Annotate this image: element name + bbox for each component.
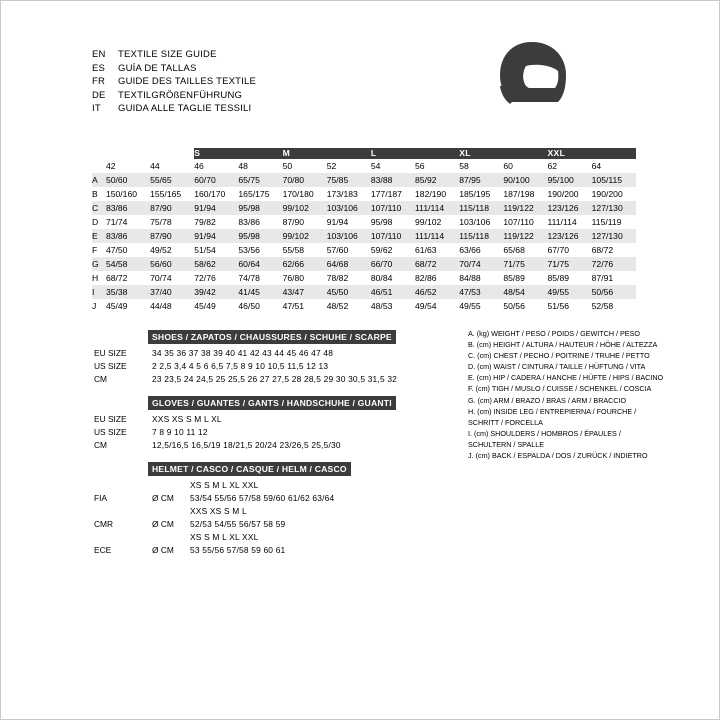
cell: 70/80 [282, 174, 305, 185]
cell: 53/56 [238, 244, 260, 255]
cell: 111/114 [415, 230, 445, 241]
cell: 95/98 [370, 216, 393, 227]
row-unit: Ø CM [152, 493, 174, 503]
cell: 67/70 [547, 244, 570, 255]
cell: 76/80 [282, 272, 305, 283]
cell: 41/45 [238, 286, 260, 297]
legend-line: I. (cm) SHOULDERS / HOMBROS / ÉPAULES / [468, 428, 621, 438]
cell: 70/74 [150, 272, 172, 283]
language-row [92, 48, 256, 62]
cell: 68/72 [105, 272, 128, 283]
cell: 165/175 [238, 188, 270, 199]
cell: 63/66 [459, 244, 481, 255]
language-code: ES [92, 62, 106, 74]
cell: 115/118 [459, 202, 489, 213]
table-row [92, 426, 462, 439]
row-key: F [92, 244, 98, 255]
row-values: 7 8 9 10 11 12 [152, 427, 208, 437]
table-row [92, 531, 462, 544]
cell: 68/72 [415, 258, 437, 269]
language-code: DE [92, 89, 106, 101]
cell: 58/62 [194, 258, 216, 269]
size-number: 60 [503, 160, 513, 171]
legend-line: H. (cm) INSIDE LEG / ENTREPIERNA / FOURCHE / [468, 406, 637, 416]
helmet-head-row: XS S M L XL XXL [190, 532, 259, 542]
language-row [92, 75, 256, 89]
legend-line: E. (cm) HIP / CADERA / HANCHE / HÜFTE / HIPS / BACINO [468, 373, 664, 383]
legend-line: G. (cm) ARM / BRAZO / BRAS / ARM / BRACCIO [468, 395, 627, 405]
size-number: 44 [150, 160, 160, 171]
language-code: EN [92, 49, 106, 60]
row-unit: Ø CM [152, 545, 174, 555]
row-key: B [92, 188, 98, 199]
cell: 99/102 [282, 202, 309, 213]
cell: 91/94 [194, 202, 216, 213]
legend-line: C. (cm) CHEST / PECHO / POITRINE / TRUHE / PETTO [468, 351, 650, 361]
cell: 87/91 [591, 272, 614, 283]
cell: 66/70 [370, 258, 393, 269]
row-values: 12,5/16,5 16,5/19 18/21,5 20/24 23/26,5 25,5/30 [152, 440, 341, 450]
cell: 54/58 [105, 258, 128, 269]
cell: 127/130 [591, 202, 623, 213]
gloves-section-title: GLOVES / GUANTES / GANTS / HANDSCHUHE / GUANTI [148, 396, 396, 410]
cell: 45/50 [326, 286, 349, 297]
cell: 55/58 [282, 244, 305, 255]
row-label: EU SIZE [94, 348, 127, 358]
cell: 60/64 [238, 258, 260, 269]
language-row [92, 102, 256, 116]
language-text: GUIDA ALLE TAGLIE TESSILI [118, 103, 252, 114]
table-row [92, 544, 462, 557]
cell: 72/76 [194, 272, 216, 283]
gloves-table [92, 413, 462, 452]
row-label: EU SIZE [94, 414, 127, 424]
helmet-head-row: XS S M L XL XXL [190, 480, 259, 490]
cell: 123/126 [547, 230, 579, 241]
row-unit: Ø CM [152, 519, 174, 529]
row-key: E [92, 230, 98, 241]
cell: 83/88 [370, 174, 393, 185]
cell: 50/56 [503, 300, 525, 311]
size-band-s: S [194, 148, 282, 159]
cell: 107/110 [503, 216, 534, 227]
table-row [92, 360, 462, 373]
size-number: 54 [370, 160, 381, 171]
cell: 90/100 [503, 174, 530, 185]
size-band-m: M [283, 148, 371, 159]
language-text: TEXTILE SIZE GUIDE [118, 49, 217, 60]
size-number: 48 [238, 160, 248, 171]
cell: 59/62 [370, 244, 393, 255]
cell: 64/68 [326, 258, 349, 269]
cell: 87/90 [150, 202, 172, 213]
cell: 99/102 [415, 216, 442, 227]
table-row [92, 187, 680, 201]
cell: 45/49 [105, 300, 128, 311]
cell: 47/51 [282, 300, 305, 311]
cell: 82/86 [415, 272, 437, 283]
row-label: US SIZE [94, 361, 127, 371]
legend-line: D. (cm) WAIST / CINTURA / TAILLE / HÜFTUNG / VITA [468, 362, 646, 372]
legend-line: SCHULTERN / SPALLE [468, 439, 545, 449]
cell: 127/130 [591, 230, 623, 241]
shoes-section-title: SHOES / ZAPATOS / CHAUSSURES / SCHUHE / SCARPE [148, 330, 396, 344]
table-row [92, 518, 462, 531]
cell: 47/53 [459, 286, 481, 297]
size-band-row [92, 148, 680, 159]
cell: 187/198 [503, 188, 535, 199]
cell: 75/85 [326, 174, 349, 185]
size-band-xxl: XXL [548, 148, 636, 159]
table-row [92, 257, 680, 271]
row-key: J [92, 300, 97, 311]
cell: 49/52 [150, 244, 172, 255]
row-values: 2 2,5 3,4 4 5 6 6,5 7,5 8 9 10 10,5 11,5 12 13 [152, 361, 329, 371]
cell: 119/122 [503, 230, 534, 241]
cell: 47/50 [105, 244, 128, 255]
size-number: 58 [459, 160, 469, 171]
table-row [92, 201, 680, 215]
row-values: 53/54 55/56 57/58 59/60 61/62 63/64 [190, 493, 335, 503]
cell: 91/94 [194, 230, 216, 241]
cell: 99/102 [282, 230, 309, 241]
row-key: H [92, 272, 99, 283]
cell: 160/170 [194, 188, 226, 199]
cell: 61/63 [415, 244, 437, 255]
cell: 56/60 [150, 258, 172, 269]
table-row [92, 505, 462, 518]
cell: 57/60 [326, 244, 349, 255]
cell: 60/70 [194, 174, 216, 185]
cell: 84/88 [459, 272, 481, 283]
size-number: 46 [194, 160, 204, 171]
cell: 95/98 [238, 230, 260, 241]
cell: 65/68 [503, 244, 525, 255]
helmet-section-title: HELMET / CASCO / CASQUE / HELM / CASCO [148, 462, 351, 476]
cell: 87/90 [282, 216, 305, 227]
cell: 80/84 [370, 272, 393, 283]
cell: 190/200 [591, 188, 623, 199]
cell: 50/60 [105, 174, 128, 185]
row-label: FIA [94, 493, 108, 503]
language-text: GUIDE DES TAILLES TEXTILE [118, 76, 257, 87]
table-row [92, 271, 680, 285]
cell: 39/42 [194, 286, 216, 297]
measurement-legend [462, 327, 692, 557]
row-values: 52/53 54/55 56/57 58 59 [190, 519, 286, 529]
cell: 35/38 [105, 286, 128, 297]
cell: 51/56 [547, 300, 570, 311]
cell: 87/95 [459, 174, 481, 185]
cell: 115/119 [591, 216, 622, 227]
cell: 48/53 [370, 300, 393, 311]
cell: 182/190 [415, 188, 447, 199]
size-number: 42 [105, 160, 116, 171]
cell: 173/183 [326, 188, 358, 199]
cell: 49/55 [547, 286, 570, 297]
cell: 85/92 [415, 174, 437, 185]
table-row [92, 299, 680, 313]
cell: 75/78 [150, 216, 172, 227]
table-row [92, 215, 680, 229]
row-label: ECE [94, 545, 112, 555]
cell: 150/160 [105, 188, 138, 199]
cell: 185/195 [459, 188, 491, 199]
table-row [92, 243, 680, 257]
legend-line: B. (cm) HEIGHT / ALTURA / HAUTEUR / HÖHE / ALTEZZA [468, 340, 658, 350]
cell: 95/100 [547, 174, 574, 185]
cell: 74/78 [238, 272, 260, 283]
cell: 68/72 [591, 244, 614, 255]
cell: 71/74 [105, 216, 128, 227]
table-row [92, 373, 462, 386]
cell: 49/55 [459, 300, 481, 311]
lower-section [92, 327, 692, 557]
cell: 83/86 [238, 216, 260, 227]
row-values: XXS XS S M L XL [152, 414, 222, 424]
cell: 79/82 [194, 216, 216, 227]
cell: 190/200 [547, 188, 579, 199]
cell: 111/114 [547, 216, 577, 227]
cell: 103/106 [326, 230, 358, 241]
row-label: CM [94, 440, 108, 450]
size-band-l: L [371, 148, 459, 159]
accessory-tables [92, 327, 462, 557]
language-text: GUÍA DE TALLAS [118, 62, 197, 74]
row-values: 23 23,5 24 24,5 25 25,5 26 27 27,5 28 28,5 29 30 30,5 31,5 32 [152, 374, 398, 384]
cell: 55/65 [150, 174, 172, 185]
row-key: C [92, 202, 99, 213]
row-key: I [92, 286, 95, 297]
row-key: G [92, 258, 99, 269]
cell: 91/94 [326, 216, 349, 227]
size-number-row [92, 159, 680, 173]
cell: 87/90 [150, 230, 172, 241]
cell: 78/82 [326, 272, 349, 283]
cell: 107/110 [370, 230, 402, 241]
cell: 105/115 [591, 174, 623, 185]
cell: 70/74 [459, 258, 481, 269]
cell: 119/122 [503, 202, 534, 213]
cell: 43/47 [282, 286, 305, 297]
table-row [92, 173, 680, 187]
cell: 37/40 [150, 286, 172, 297]
cell: 46/52 [415, 286, 437, 297]
cell: 62/66 [282, 258, 305, 269]
cell: 170/180 [282, 188, 314, 199]
cell: 48/54 [503, 286, 525, 297]
row-key: A [92, 174, 98, 185]
cell: 83/86 [105, 230, 128, 241]
cell: 65/75 [238, 174, 260, 185]
size-number: 62 [547, 160, 558, 171]
row-label: US SIZE [94, 427, 127, 437]
table-row [92, 439, 462, 452]
cell: 103/106 [459, 216, 491, 227]
table-row [92, 347, 462, 360]
textile-size-table [92, 148, 680, 313]
cell: 123/126 [547, 202, 579, 213]
table-row [92, 413, 462, 426]
cell: 46/50 [238, 300, 260, 311]
cell: 72/76 [591, 258, 614, 269]
cell: 45/49 [194, 300, 216, 311]
language-list [92, 48, 256, 116]
language-text: TEXTILGRÖßENFÜHRUNG [118, 89, 243, 101]
header [40, 38, 680, 134]
cell: 49/54 [415, 300, 437, 311]
cell: 48/52 [326, 300, 349, 311]
shoes-table [92, 347, 462, 386]
cell: 103/106 [326, 202, 358, 213]
cell: 85/89 [503, 272, 525, 283]
legend-line: J. (cm) BACK / ESPALDA / DOS / ZURÜCK / INDIETRO [468, 451, 648, 461]
row-key: D [92, 216, 99, 227]
cell: 51/54 [194, 244, 216, 255]
cell: 107/110 [370, 202, 402, 213]
helmet-icon [496, 40, 568, 106]
size-band-xl: XL [459, 148, 547, 159]
legend-line: A. (kg) WEIGHT / PESO / POIDS / GEWITCH / PESO [468, 329, 640, 338]
legend-line: F. (cm) TIGH / MUSLO / CUISSE / SCHENKEL / COSCIA [468, 384, 652, 394]
cell: 71/75 [547, 258, 570, 269]
table-row [92, 229, 680, 243]
size-number: 56 [415, 160, 425, 171]
cell: 44/48 [150, 300, 172, 311]
cell: 71/75 [503, 258, 525, 269]
row-values: 53 55/56 57/58 59 60 61 [190, 545, 286, 555]
helmet-head-row: XXS XS S M L [190, 506, 247, 516]
table-row [92, 479, 462, 492]
language-code: IT [92, 103, 101, 114]
table-row [92, 492, 462, 505]
language-row [92, 89, 256, 103]
row-label: CM [94, 374, 108, 384]
row-values: 34 35 36 37 38 39 40 41 42 43 44 45 46 47 48 [152, 348, 334, 358]
cell: 111/114 [415, 202, 445, 213]
cell: 177/187 [370, 188, 402, 199]
cell: 50/56 [591, 286, 614, 297]
cell: 155/165 [150, 188, 182, 199]
table-row [92, 285, 680, 299]
helmet-table [92, 479, 462, 557]
size-number: 50 [282, 160, 293, 171]
cell: 46/51 [370, 286, 393, 297]
size-number: 64 [591, 160, 602, 171]
cell: 95/98 [238, 202, 260, 213]
legend-line: SCHRITT / FORCELLA [468, 417, 543, 427]
size-number: 52 [326, 160, 337, 171]
cell: 115/118 [459, 230, 489, 241]
row-label: CMR [94, 519, 114, 529]
cell: 52/58 [591, 300, 614, 311]
cell: 85/89 [547, 272, 570, 283]
language-row [92, 62, 256, 76]
cell: 83/86 [105, 202, 128, 213]
language-code: FR [92, 76, 106, 87]
